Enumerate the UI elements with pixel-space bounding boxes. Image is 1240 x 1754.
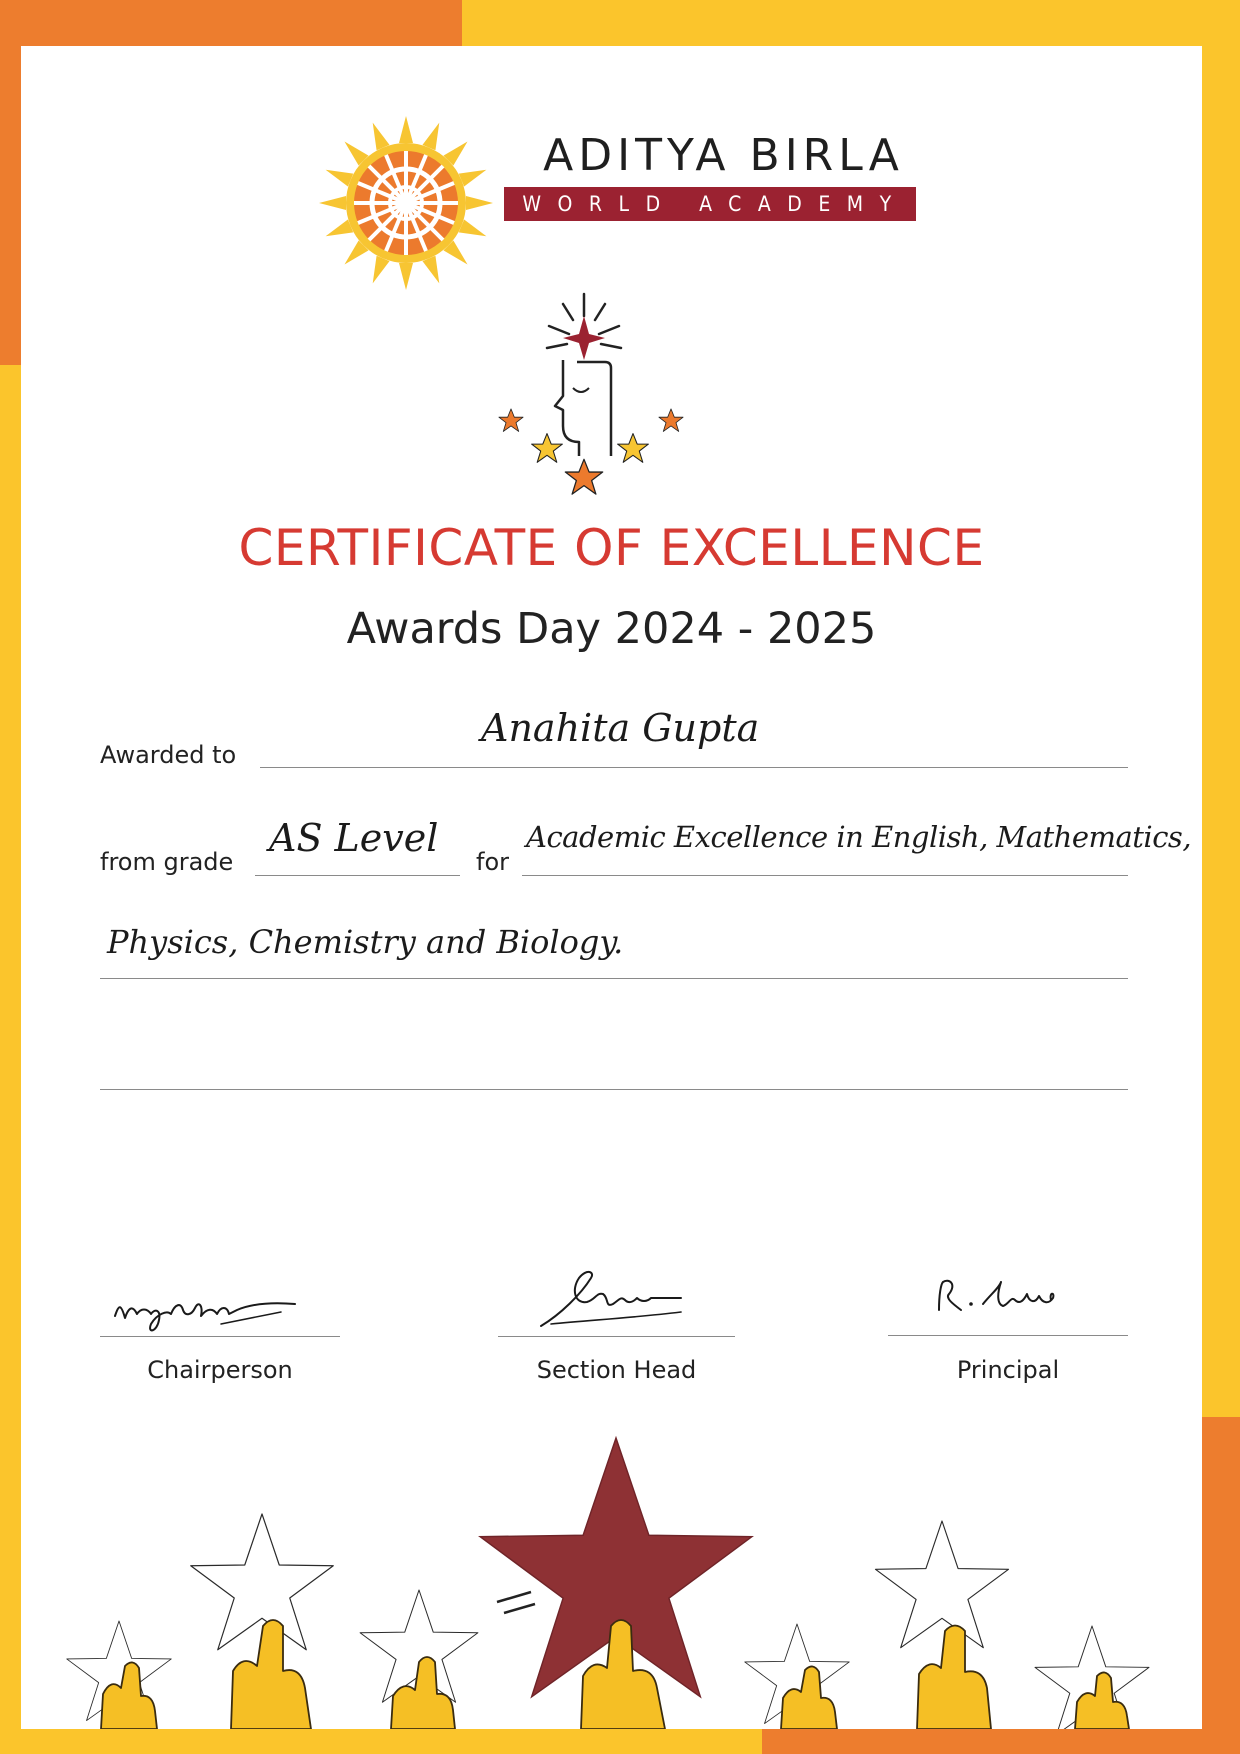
section-head-caption: Section Head: [536, 1356, 697, 1384]
border-orange-right: [1202, 1417, 1240, 1754]
section-head-signature: [531, 1264, 711, 1334]
certificate-page: [21, 46, 1202, 1729]
blank-line: [100, 1089, 1128, 1090]
awarded-to-value: Anahita Gupta: [481, 706, 760, 750]
academy-sun-logo: [301, 98, 511, 308]
for-line-2: [100, 978, 1128, 979]
border-orange-top: [0, 0, 462, 46]
chairperson-caption: Chairperson: [147, 1356, 293, 1384]
stars-decoration: [21, 1426, 1202, 1729]
for-value-line2: Physics, Chemistry and Biology.: [107, 923, 624, 961]
principal-caption: Principal: [956, 1356, 1060, 1384]
border-orange-left: [0, 0, 21, 365]
for-value-line1: Academic Excellence in English, Mathematics,: [526, 820, 1192, 854]
school-name: ADITYA BIRLA: [543, 130, 904, 181]
chairperson-line: [100, 1336, 340, 1337]
grade-label: from grade: [100, 848, 234, 876]
border-orange-bottom: [762, 1729, 1240, 1754]
chairperson-signature: [111, 1276, 321, 1336]
for-line: [522, 875, 1128, 876]
awarded-to-label: Awarded to: [100, 741, 237, 769]
school-subtitle-bar: WORLD ACADEMY: [504, 187, 916, 221]
principal-line: [888, 1335, 1128, 1336]
principal-signature: [931, 1264, 1101, 1334]
grade-value: AS Level: [269, 816, 439, 860]
awarded-to-line: [260, 767, 1128, 768]
section-head-line: [498, 1336, 735, 1337]
idea-head-emblem: [491, 286, 751, 511]
grade-line: [255, 875, 460, 876]
certificate-subtitle: Awards Day 2024 - 2025: [346, 604, 877, 654]
certificate-title: CERTIFICATE OF EXCELLENCE: [238, 519, 985, 577]
for-label: for: [476, 848, 509, 876]
